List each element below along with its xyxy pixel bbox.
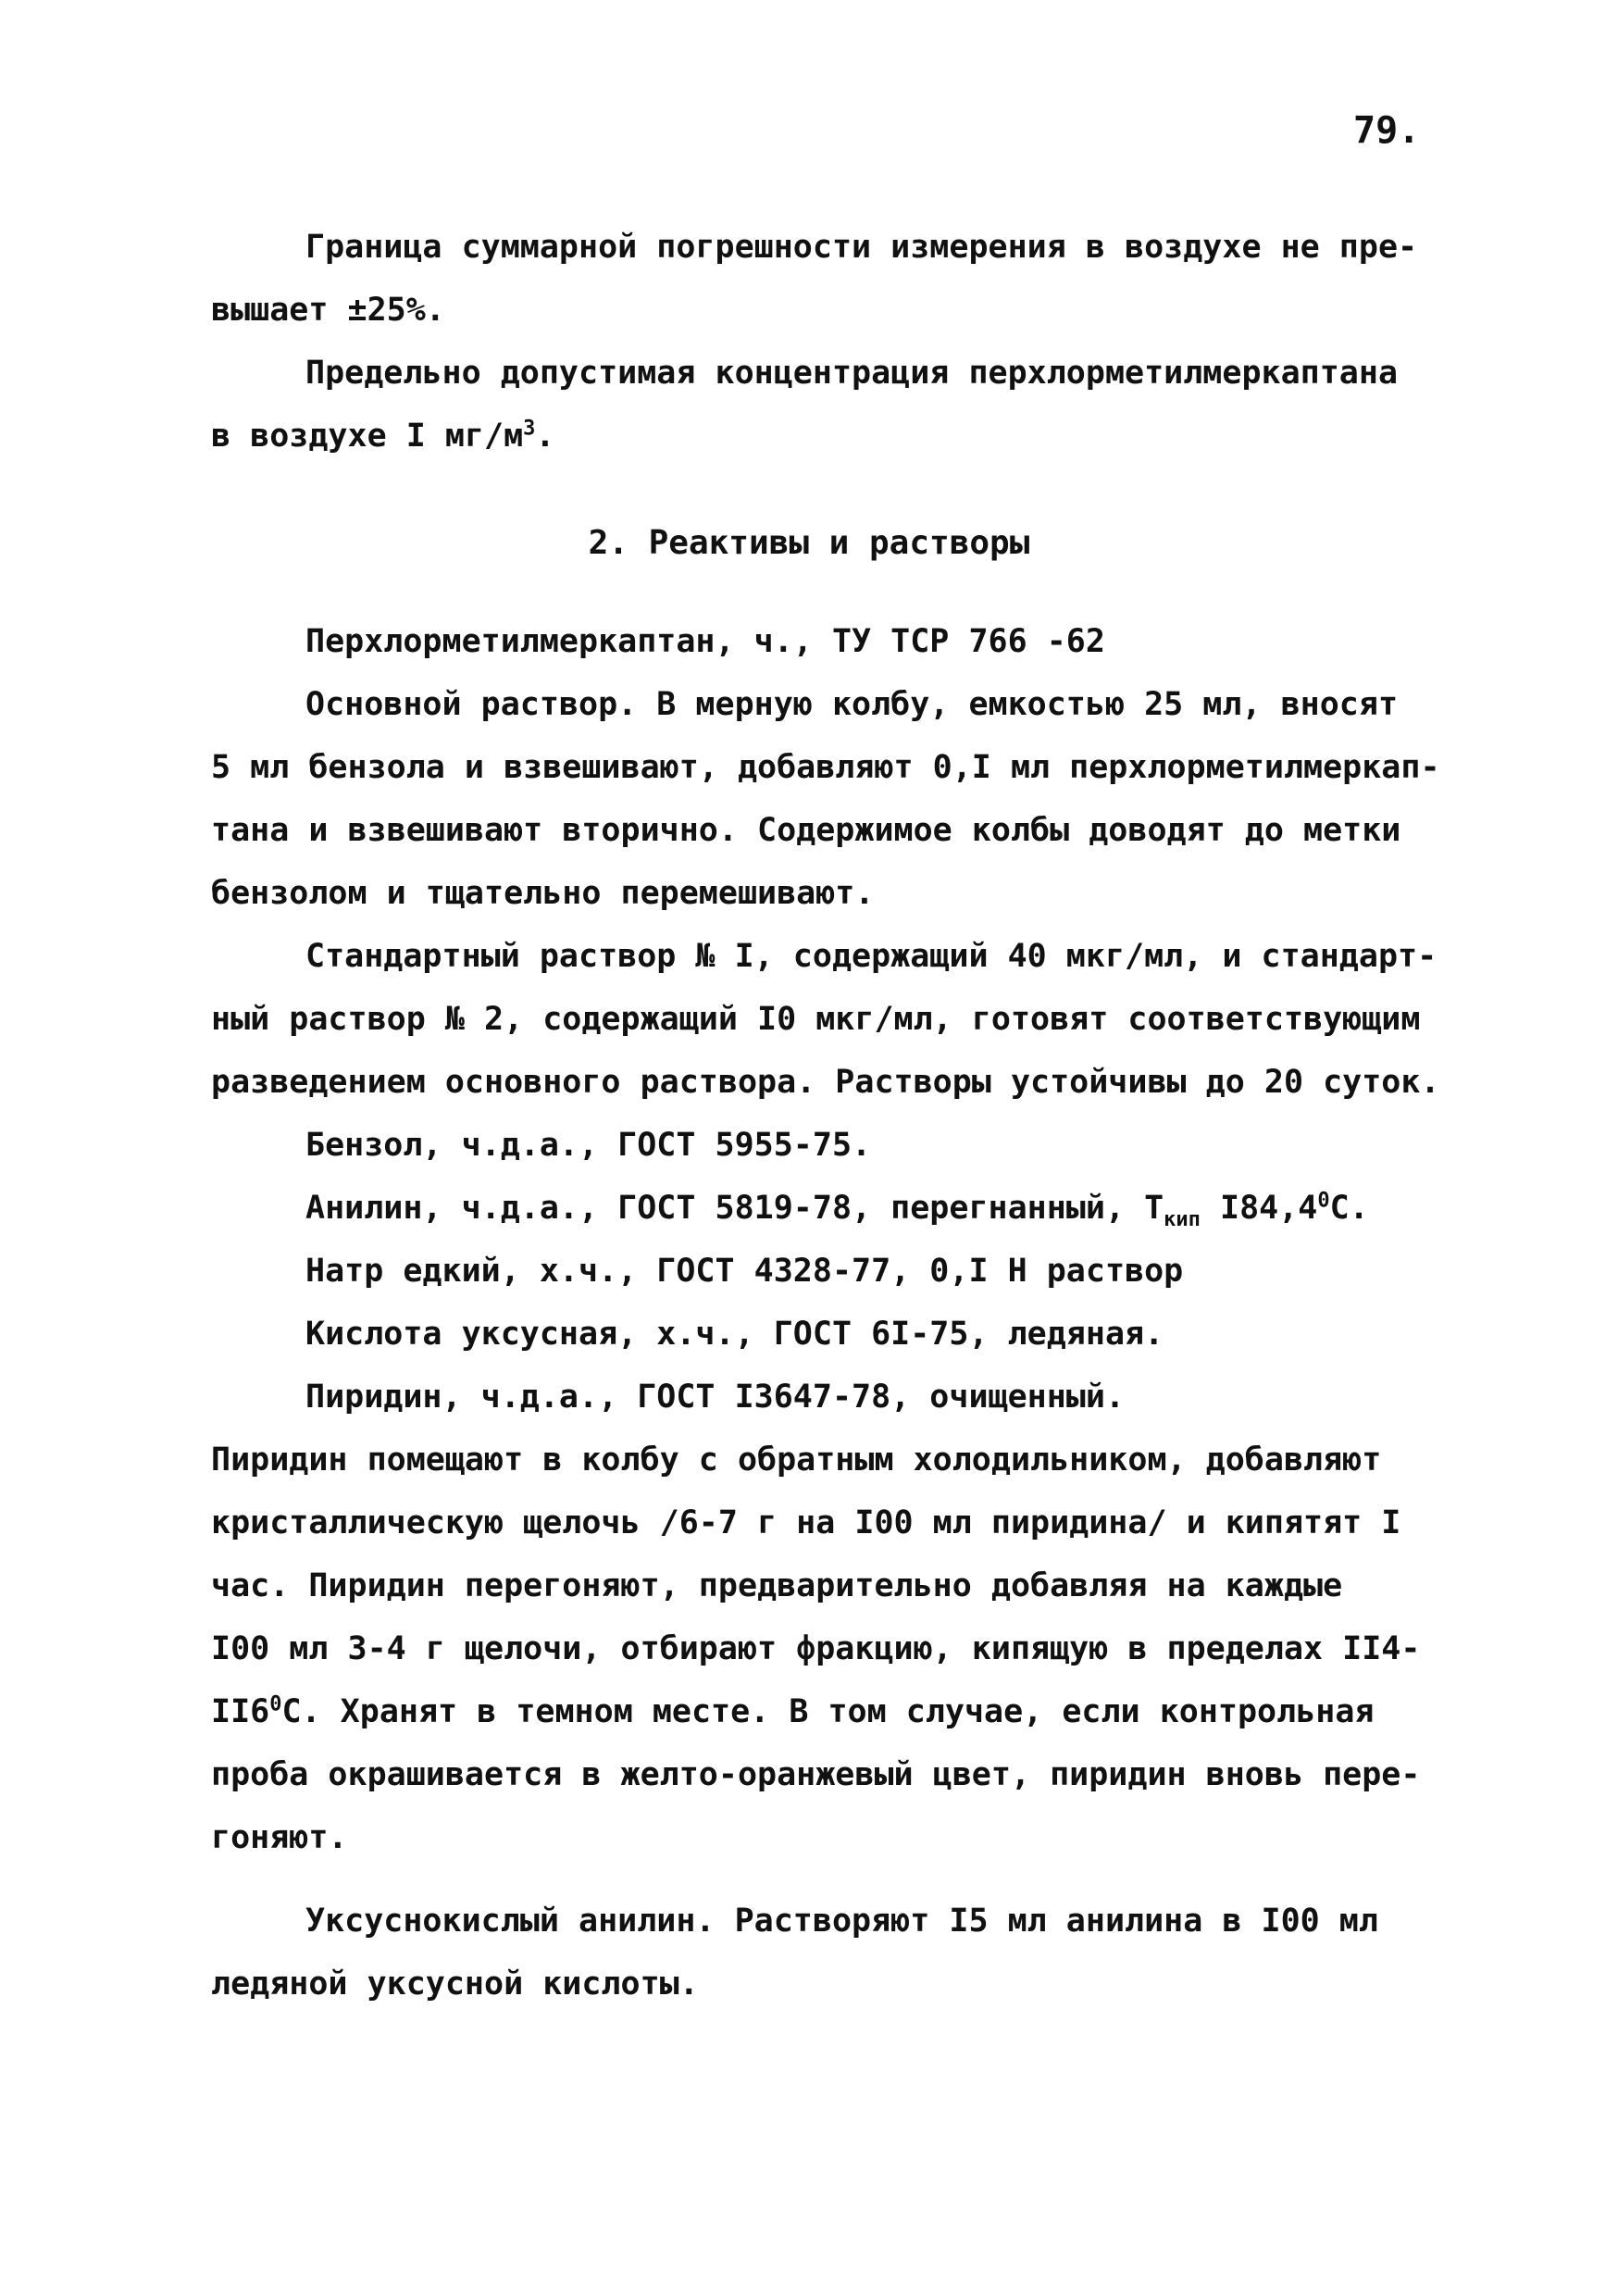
text-line: кристаллическую щелочь /6-7 г на I00 мл пиридина/ и кипятят I (211, 1504, 1401, 1541)
text-line: гоняют. (211, 1819, 348, 1856)
text-line: Пиридин помещают в колбу с обратным холодильником, добавляют (211, 1441, 1382, 1479)
text-line: Кислота уксусная, х.ч., ГОСТ 6I-75, ледяная. (305, 1316, 1164, 1353)
text-line: Анилин, ч.д.а., ГОСТ 5819-78, перегнанный, $Т_{кип}$ I84,4$^0$С. (305, 1189, 1369, 1231)
section-heading: 2. Реактивы и растворы (588, 524, 1030, 562)
text-line: Основной раствор. В мерную колбу, емкостью 25 мл, вносят (305, 686, 1399, 723)
text-line: Пиридин, ч.д.а., ГОСТ I3647-78, очищенный. (305, 1379, 1126, 1416)
text-line: Граница суммарной погрешности измерения в воздухе не пре- (305, 229, 1418, 266)
text-line: проба окрашивается в желто-оранжевый цвет, пиридин вновь пере- (211, 1756, 1421, 1793)
text-line: Натр едкий, х.ч., ГОСТ 4328-77, 0,I Н раствор (305, 1253, 1184, 1290)
text-line: Предельно допустимая концентрация перхлорметилмеркаптана (305, 355, 1399, 392)
text-line: Перхлорметилмеркаптан, ч., ТУ ТСР 766 -62 (305, 623, 1105, 660)
text-line: I00 мл 3-4 г щелочи, отбирают фракцию, кипящую в пределах II4- (211, 1630, 1421, 1667)
text-line: $II6^0С$. Хранят в темном месте. В том случае, если контрольная (211, 1692, 1375, 1730)
text-line: бензолом и тщательно перемешивают. (211, 875, 875, 912)
text-line: тана и взвешивают вторично. Содержимое колбы доводят до метки (211, 812, 1401, 849)
text-line: вышает ±25%. (211, 292, 445, 329)
text-line: ледяной уксусной кислоты. (211, 1965, 699, 2003)
page-number: 79. (1353, 109, 1421, 152)
text-line: разведением основного раствора. Растворы устойчивы до 20 суток. (211, 1064, 1440, 1101)
text-line: Уксуснокислый анилин. Растворяют I5 мл анилина в I00 мл (305, 1903, 1378, 1940)
text-line: в воздухе I $мг/м^3$. (211, 417, 555, 455)
text-line: Стандартный раствор № I, содержащий 40 мкг/мл, и стандарт- (305, 938, 1438, 975)
text-line: ный раствор № 2, содержащий I0 мкг/мл, готовят соответствующим (211, 1001, 1421, 1038)
text-line: Бензол, ч.д.а., ГОСТ 5955-75. (305, 1127, 872, 1164)
text-line: час. Пиридин перегоняют, предварительно добавляя на каждые (211, 1567, 1343, 1604)
text-line: 5 мл бензола и взвешивают, добавляют 0,I мл перхлорметилмеркап- (211, 749, 1440, 786)
